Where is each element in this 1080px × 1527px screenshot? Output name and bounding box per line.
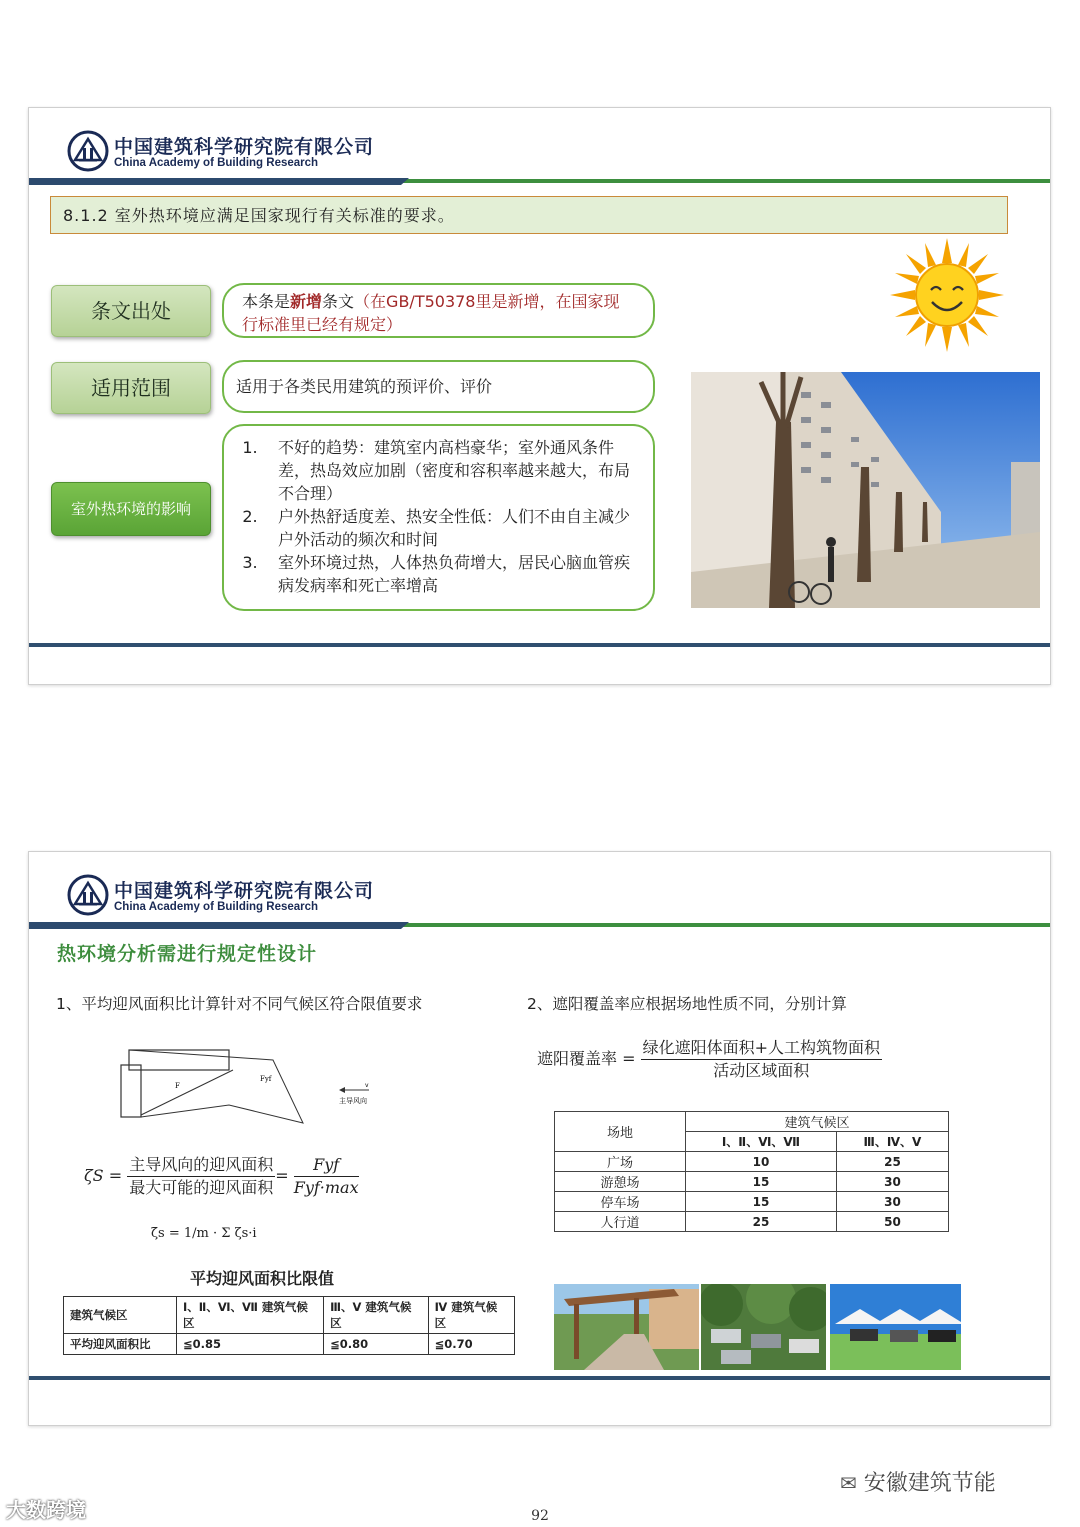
impact-item: 1. 不好的趋势：建筑室内高档豪华；室外通风条件差，热岛效应加剧（密度和容积率越来越大，布局不合理） (242, 438, 631, 503)
source-box (222, 283, 655, 338)
table-row: 场地 建筑气候区 (555, 1112, 949, 1132)
impact-box (222, 424, 655, 611)
left-heading: 1、平均迎风面积比计算针对不同气候区符合限值要求 (56, 995, 423, 1013)
slide-title: 热环境分析需进行规定性设计 (57, 943, 318, 965)
windward-limit-table (63, 1296, 515, 1355)
table-row: 人行道 25 50 (555, 1212, 949, 1232)
clause-title: 8.1.2 室外热环境应满足国家现行有关标准的要求。 (50, 196, 1008, 234)
org-name-cn: 中国建筑科学研究院有限公司 (114, 880, 375, 902)
table-row: 平均迎风面积比 ≦0.85 ≦0.80 ≦0.70 (64, 1334, 515, 1355)
label-source: 条文出处 (51, 285, 211, 337)
pergola-photo (554, 1284, 699, 1370)
label-scope: 适用范围 (51, 362, 211, 414)
parking-canopy-photo (830, 1284, 961, 1370)
table-row: 停车场 15 30 (555, 1192, 949, 1212)
table1-title: 平均迎风面积比限值 (190, 1269, 335, 1288)
scope-text: 适用于各类民用建筑的预评价、评价 (236, 377, 493, 396)
header-bar (29, 178, 1050, 186)
label-v: v (365, 1082, 369, 1089)
org-name-en: China Academy of Building Research (114, 157, 319, 169)
slide-thermal-analysis (28, 851, 1051, 1426)
watermark-left: 大数跨境 (6, 1498, 86, 1522)
source-text-new: 新增 (290, 292, 323, 311)
label-fyf: Fyf (260, 1075, 272, 1083)
wechat-icon: ✉ (840, 1471, 857, 1495)
page-number: 92 (531, 1508, 549, 1524)
source-text-1: 本条是 (242, 292, 291, 311)
sun-icon (890, 238, 1004, 352)
shade-coverage-table (554, 1111, 949, 1232)
source-text-note: （在GB/T50378里是新增，在国家现行标准里已经有规定） (242, 292, 620, 334)
impact-item: 2. 户外热舒适度差、热安全性低：人们不由自主减少户外活动的频次和时间 (242, 507, 631, 549)
impact-list (238, 436, 639, 597)
shade-coverage-formula: 遮阳覆盖率 = $\frac{\text{绿化遮阳体面积+人工构筑物面积}}{\text{活动区域面积}}$ (537, 1038, 881, 1080)
label-f: F (175, 1082, 180, 1090)
table-row: 游憩场 15 30 (555, 1172, 949, 1192)
footer-bar (29, 1376, 1050, 1380)
table-row: Ⅰ、Ⅱ、Ⅵ、Ⅶ Ⅲ、Ⅳ、Ⅴ (555, 1132, 949, 1152)
header-bar (29, 922, 1050, 930)
impact-item: 3. 室外环境过热，人体热负荷增大，居民心脑血管疾病发病率和死亡率增高 (242, 553, 631, 595)
slide-header (29, 852, 1050, 930)
windward-ratio-formula: ζS = $\frac{\text{主导风向的迎风面积}}{\text{最大可能的迎风面积}}$ = $\frac{\text{Fyf}}{\text{Fyf·max}}$ (84, 1155, 359, 1197)
footer-bar (29, 643, 1050, 647)
parking-trees-photo (701, 1284, 826, 1370)
slide-outdoor-thermal (28, 107, 1051, 685)
slide-header (29, 108, 1050, 186)
right-heading: 2、遮阳覆盖率应根据场地性质不同，分别计算 (527, 995, 847, 1013)
source-text-2: 条文 (322, 292, 355, 311)
org-name-cn: 中国建筑科学研究院有限公司 (114, 136, 375, 158)
watermark-right: ✉ 安徽建筑节能 (840, 1471, 996, 1496)
table-row: 广场 10 25 (555, 1152, 949, 1172)
scope-box (222, 360, 655, 413)
label-impact: 室外热环境的影响 (51, 482, 211, 536)
wind-area-diagram (113, 1045, 369, 1133)
table-row: 建筑气候区 Ⅰ、Ⅱ、Ⅵ、Ⅶ 建筑气候区 Ⅲ、Ⅴ 建筑气候区 Ⅳ 建筑气候区 (64, 1297, 515, 1334)
street-photo (691, 372, 1040, 608)
org-name-en: China Academy of Building Research (114, 901, 319, 913)
academy-logo-icon (67, 874, 109, 916)
academy-logo-icon (67, 130, 109, 172)
average-ratio-formula: ζ̄s = 1/m · Σ ζs·i (151, 1226, 257, 1241)
label-wind: 主导风向 (339, 1097, 367, 1105)
